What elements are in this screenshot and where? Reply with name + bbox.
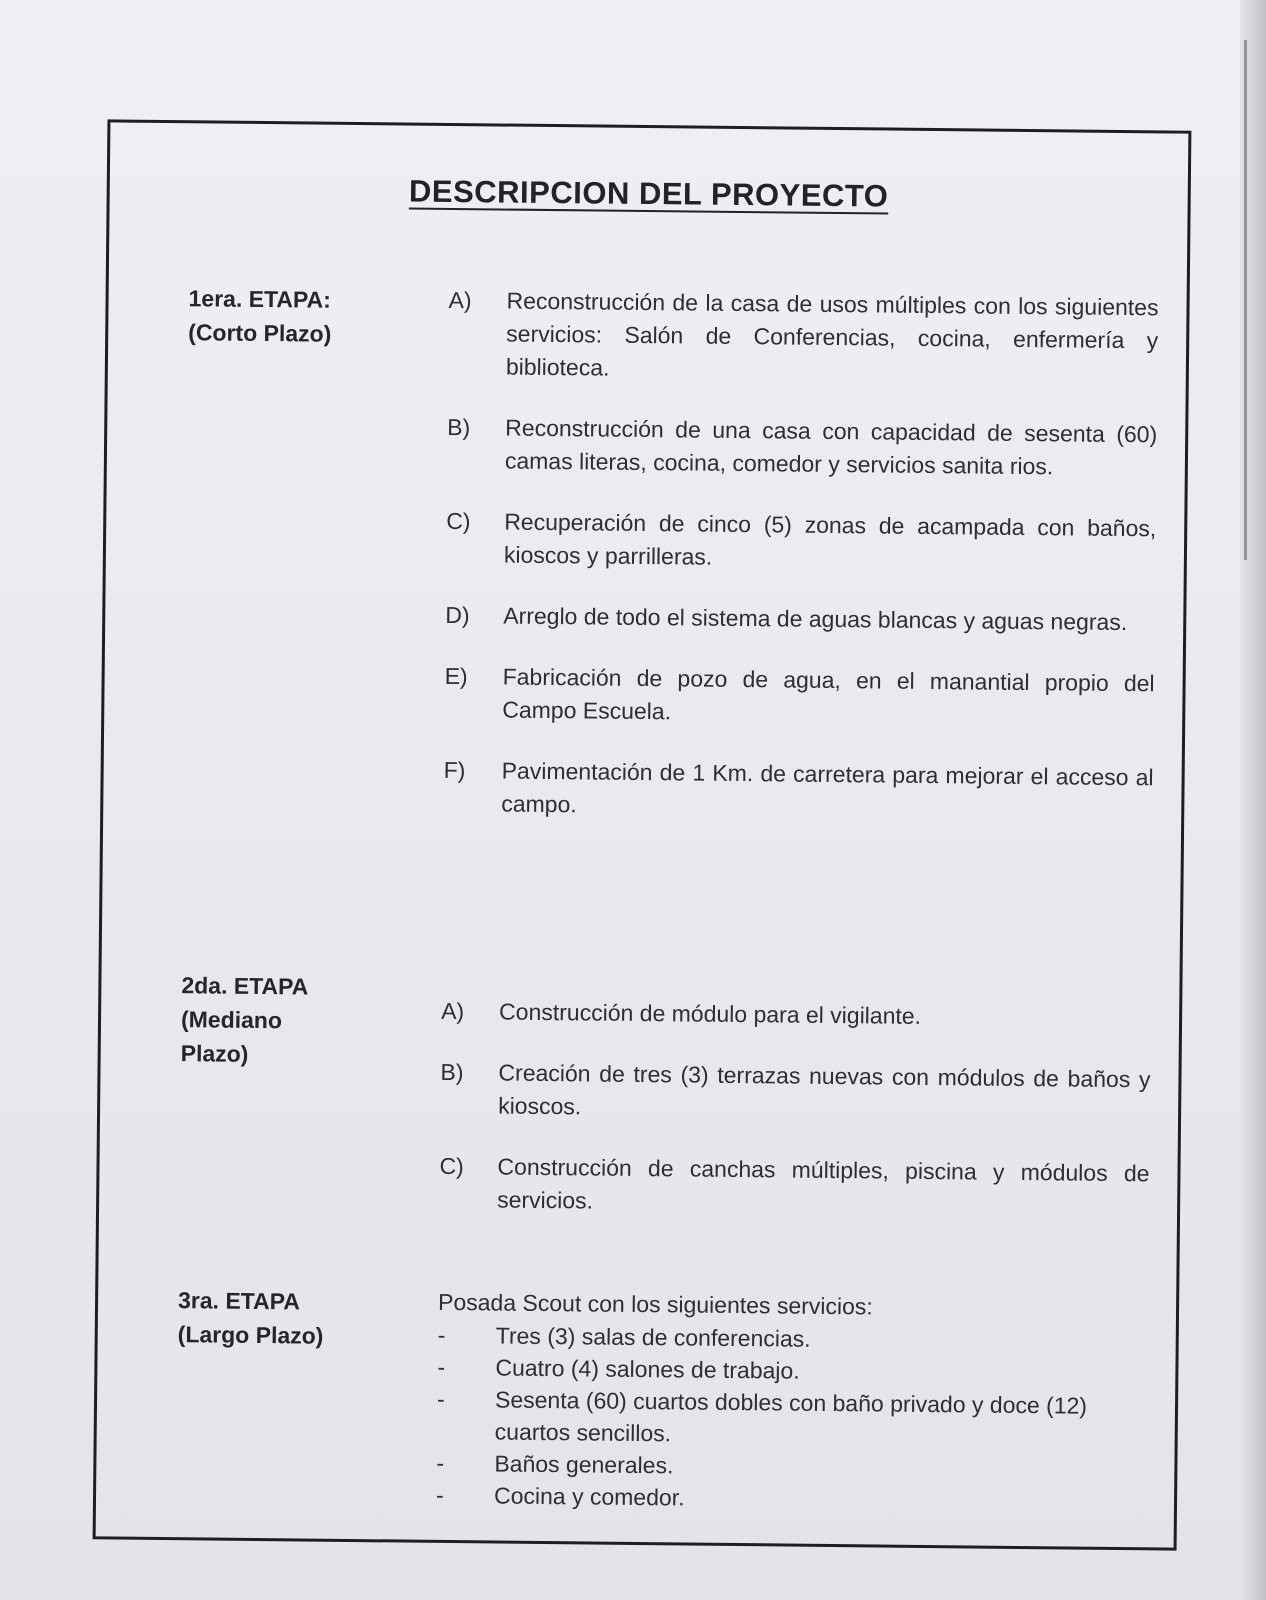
stage-2-term: (Mediano: [180, 1006, 283, 1034]
stage-3-intro: Posada Scout con los siguientes servicios:: [437, 1288, 873, 1320]
bullet-text: Cuatro (4) salones de trabajo.: [495, 1354, 800, 1384]
list-item: [445, 599, 1155, 639]
paper-edge: [1240, 0, 1266, 1600]
item-text: Pavimentación de 1 Km. de carretera para mejorar el acceso al campo.: [501, 757, 1154, 818]
document-frame: [93, 119, 1192, 1550]
list-item: [444, 660, 1155, 733]
bullet-dash: -: [437, 1353, 446, 1380]
page-title: DESCRIPCION DEL PROYECTO: [408, 173, 889, 214]
bullet-dash: -: [437, 1321, 446, 1348]
item-letter: C): [439, 1152, 464, 1180]
item-text: Recuperación de cinco (5) zonas de acampada con baños, kioscos y parrilleras.: [503, 508, 1157, 570]
item-letter: B): [447, 413, 471, 441]
bullet-text: Sesenta (60) cuartos dobles con baño privado y doce (12) cuartos sencillos.: [494, 1386, 1088, 1447]
item-text: Creación de tres (3) terrazas nuevas con módulos de baños y kioscos.: [498, 1059, 1151, 1120]
list-item: [448, 284, 1159, 390]
item-text: Construcción de canchas múltiples, piscina y módulos de servicios.: [497, 1153, 1150, 1214]
stage-2-items: [439, 995, 1151, 1223]
list-item: [439, 1150, 1150, 1223]
stage-3-term: (Largo Plazo): [177, 1321, 324, 1349]
stage-3-title: 3ra. ETAPA: [177, 1287, 301, 1315]
list-item: [447, 411, 1158, 484]
item-letter: C): [446, 507, 471, 535]
list-item: [440, 1056, 1151, 1129]
item-letter: A): [441, 997, 465, 1025]
bullet-text: Cocina y comedor.: [493, 1482, 685, 1511]
bullet-dash: -: [436, 1385, 445, 1412]
stage-1-title: 1era. ETAPA:: [188, 285, 332, 313]
item-text: Fabricación de pozo de agua, en el manantial propio del Campo Escuela.: [502, 663, 1155, 725]
bullet-dash: -: [436, 1449, 445, 1476]
item-text: Arreglo de todo el sistema de aguas blancas y aguas negras.: [503, 602, 1128, 636]
item-letter: B): [440, 1058, 464, 1086]
bullet-item: [437, 1383, 1148, 1454]
stage-2-term-cont: Plazo): [180, 1040, 249, 1067]
stage-2-title: 2da. ETAPA: [181, 972, 309, 1000]
stage-1-items: [443, 284, 1159, 827]
item-letter: E): [444, 662, 468, 690]
item-letter: A): [448, 286, 472, 314]
stage-1-section: [188, 281, 1159, 818]
stage-1-label: [188, 281, 419, 351]
item-letter: F): [443, 756, 466, 784]
stage-2-section: [180, 968, 1152, 1214]
item-text: Reconstrucción de la casa de usos múltiples con los siguientes servicios: Salón de Conferencias, cocina, enfermería y biblioteca.: [505, 287, 1159, 381]
list-item: [446, 505, 1157, 578]
stage-1-term: (Corto Plazo): [188, 319, 332, 347]
stage-2-label: [181, 968, 412, 1072]
item-letter: D): [445, 601, 470, 629]
item-text: Construcción de módulo para el vigilante.: [499, 998, 922, 1029]
item-text: Reconstrucción de una casa con capacidad de sesenta (60) camas literas, cocina, comedor y servicios sanita rios.: [504, 414, 1158, 480]
stage-3-label: [178, 1283, 409, 1353]
bullet-item: [436, 1479, 1146, 1518]
stage-3-section: [177, 1283, 1148, 1511]
stage-3-items: [436, 1286, 1148, 1518]
list-item: [443, 754, 1154, 827]
bullet-text: Baños generales.: [494, 1450, 674, 1479]
bullet-text: Tres (3) salas de conferencias.: [495, 1322, 811, 1352]
list-item: [441, 995, 1151, 1035]
bullet-dash: -: [435, 1481, 444, 1508]
